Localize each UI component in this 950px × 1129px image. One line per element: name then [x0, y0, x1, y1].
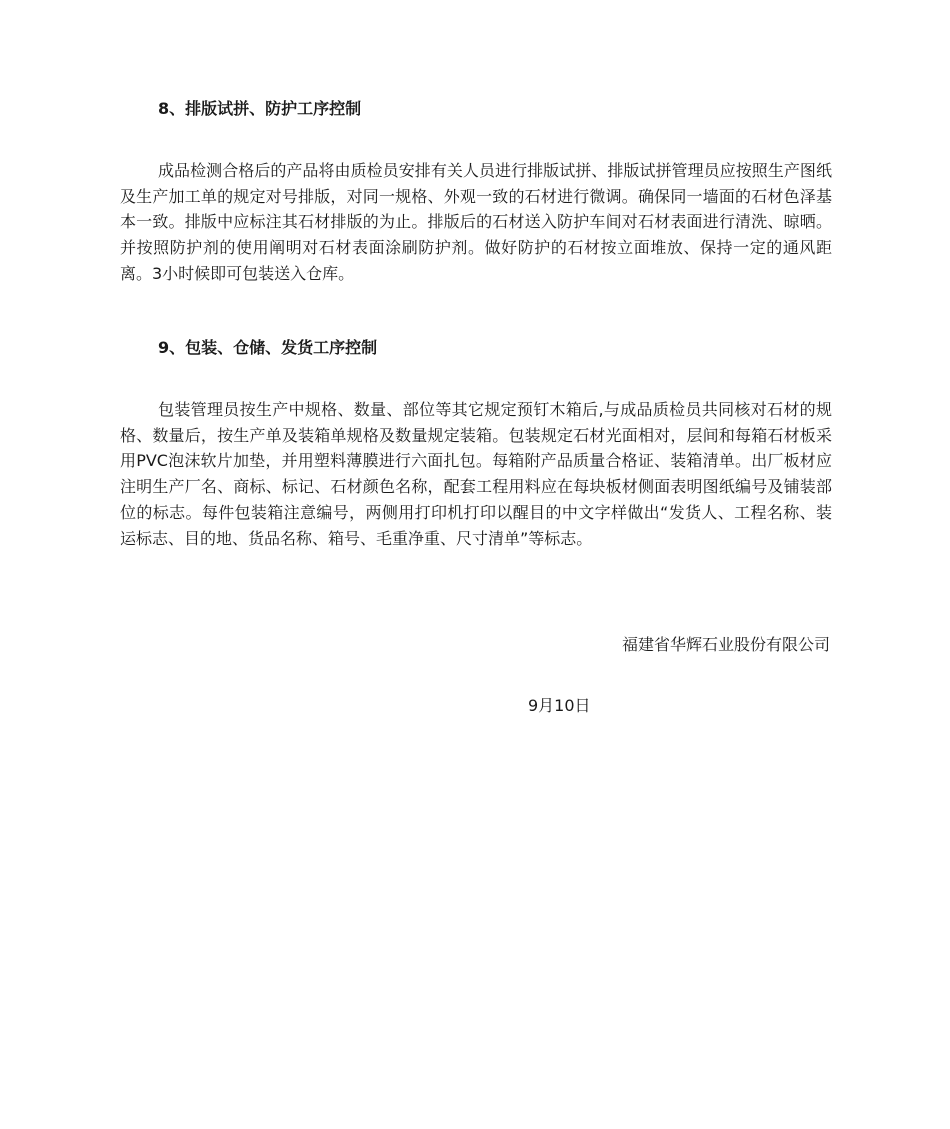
section-body-9: 包装管理员按生产中规格、数量、部位等其它规定预钉木箱后,与成品质检员共同核对石材的规格、数量后，按生产单及装箱单规格及数量规定装箱。包装规定石材光面相对，层间和每箱石材板采用PVC泡沫软片加垫，并用塑料薄膜进行六面扎包。每箱附产品质量合格证、装箱清单。出厂板材应注明生产厂名、商标、标记、石材颜色名称，配套工程用料应在每块板材侧面表明图纸编号及铺装部位的标志。每件包装箱注意编号，两侧用打印机打印以醒目的中文字样做出“发货人、工程名称、装运标志、目的地、货品名称、箱号、毛重净重、尺寸清单”等标志。 — [120, 400, 832, 548]
signature-company: 福建省华辉石业股份有限公司 — [621, 635, 830, 654]
section-heading-9: 9、包装、仓储、发货工序控制 — [158, 338, 378, 357]
section-body-8: 成品检测合格后的产品将由质检员安排有关人员进行排版试拼、排版试拼管理员应按照生产图纸及生产加工单的规定对号排版，对同一规格、外观一致的石材进行微调。确保同一墙面的石材色泽基本一致。排版中应标注其石材排版的为止。排版后的石材送入防护车间对石材表面进行清洗、晾晒。并按照防护剂的使用阐明对石材表面涂刷防护剂。做好防护的石材按立面堆放、保持一定的通风距离。3小时候即可包装送入仓库。 — [120, 161, 832, 283]
section-heading-8: 8、排版试拼、防护工序控制 — [158, 99, 362, 118]
signature-date: 9月10日 — [528, 696, 591, 715]
